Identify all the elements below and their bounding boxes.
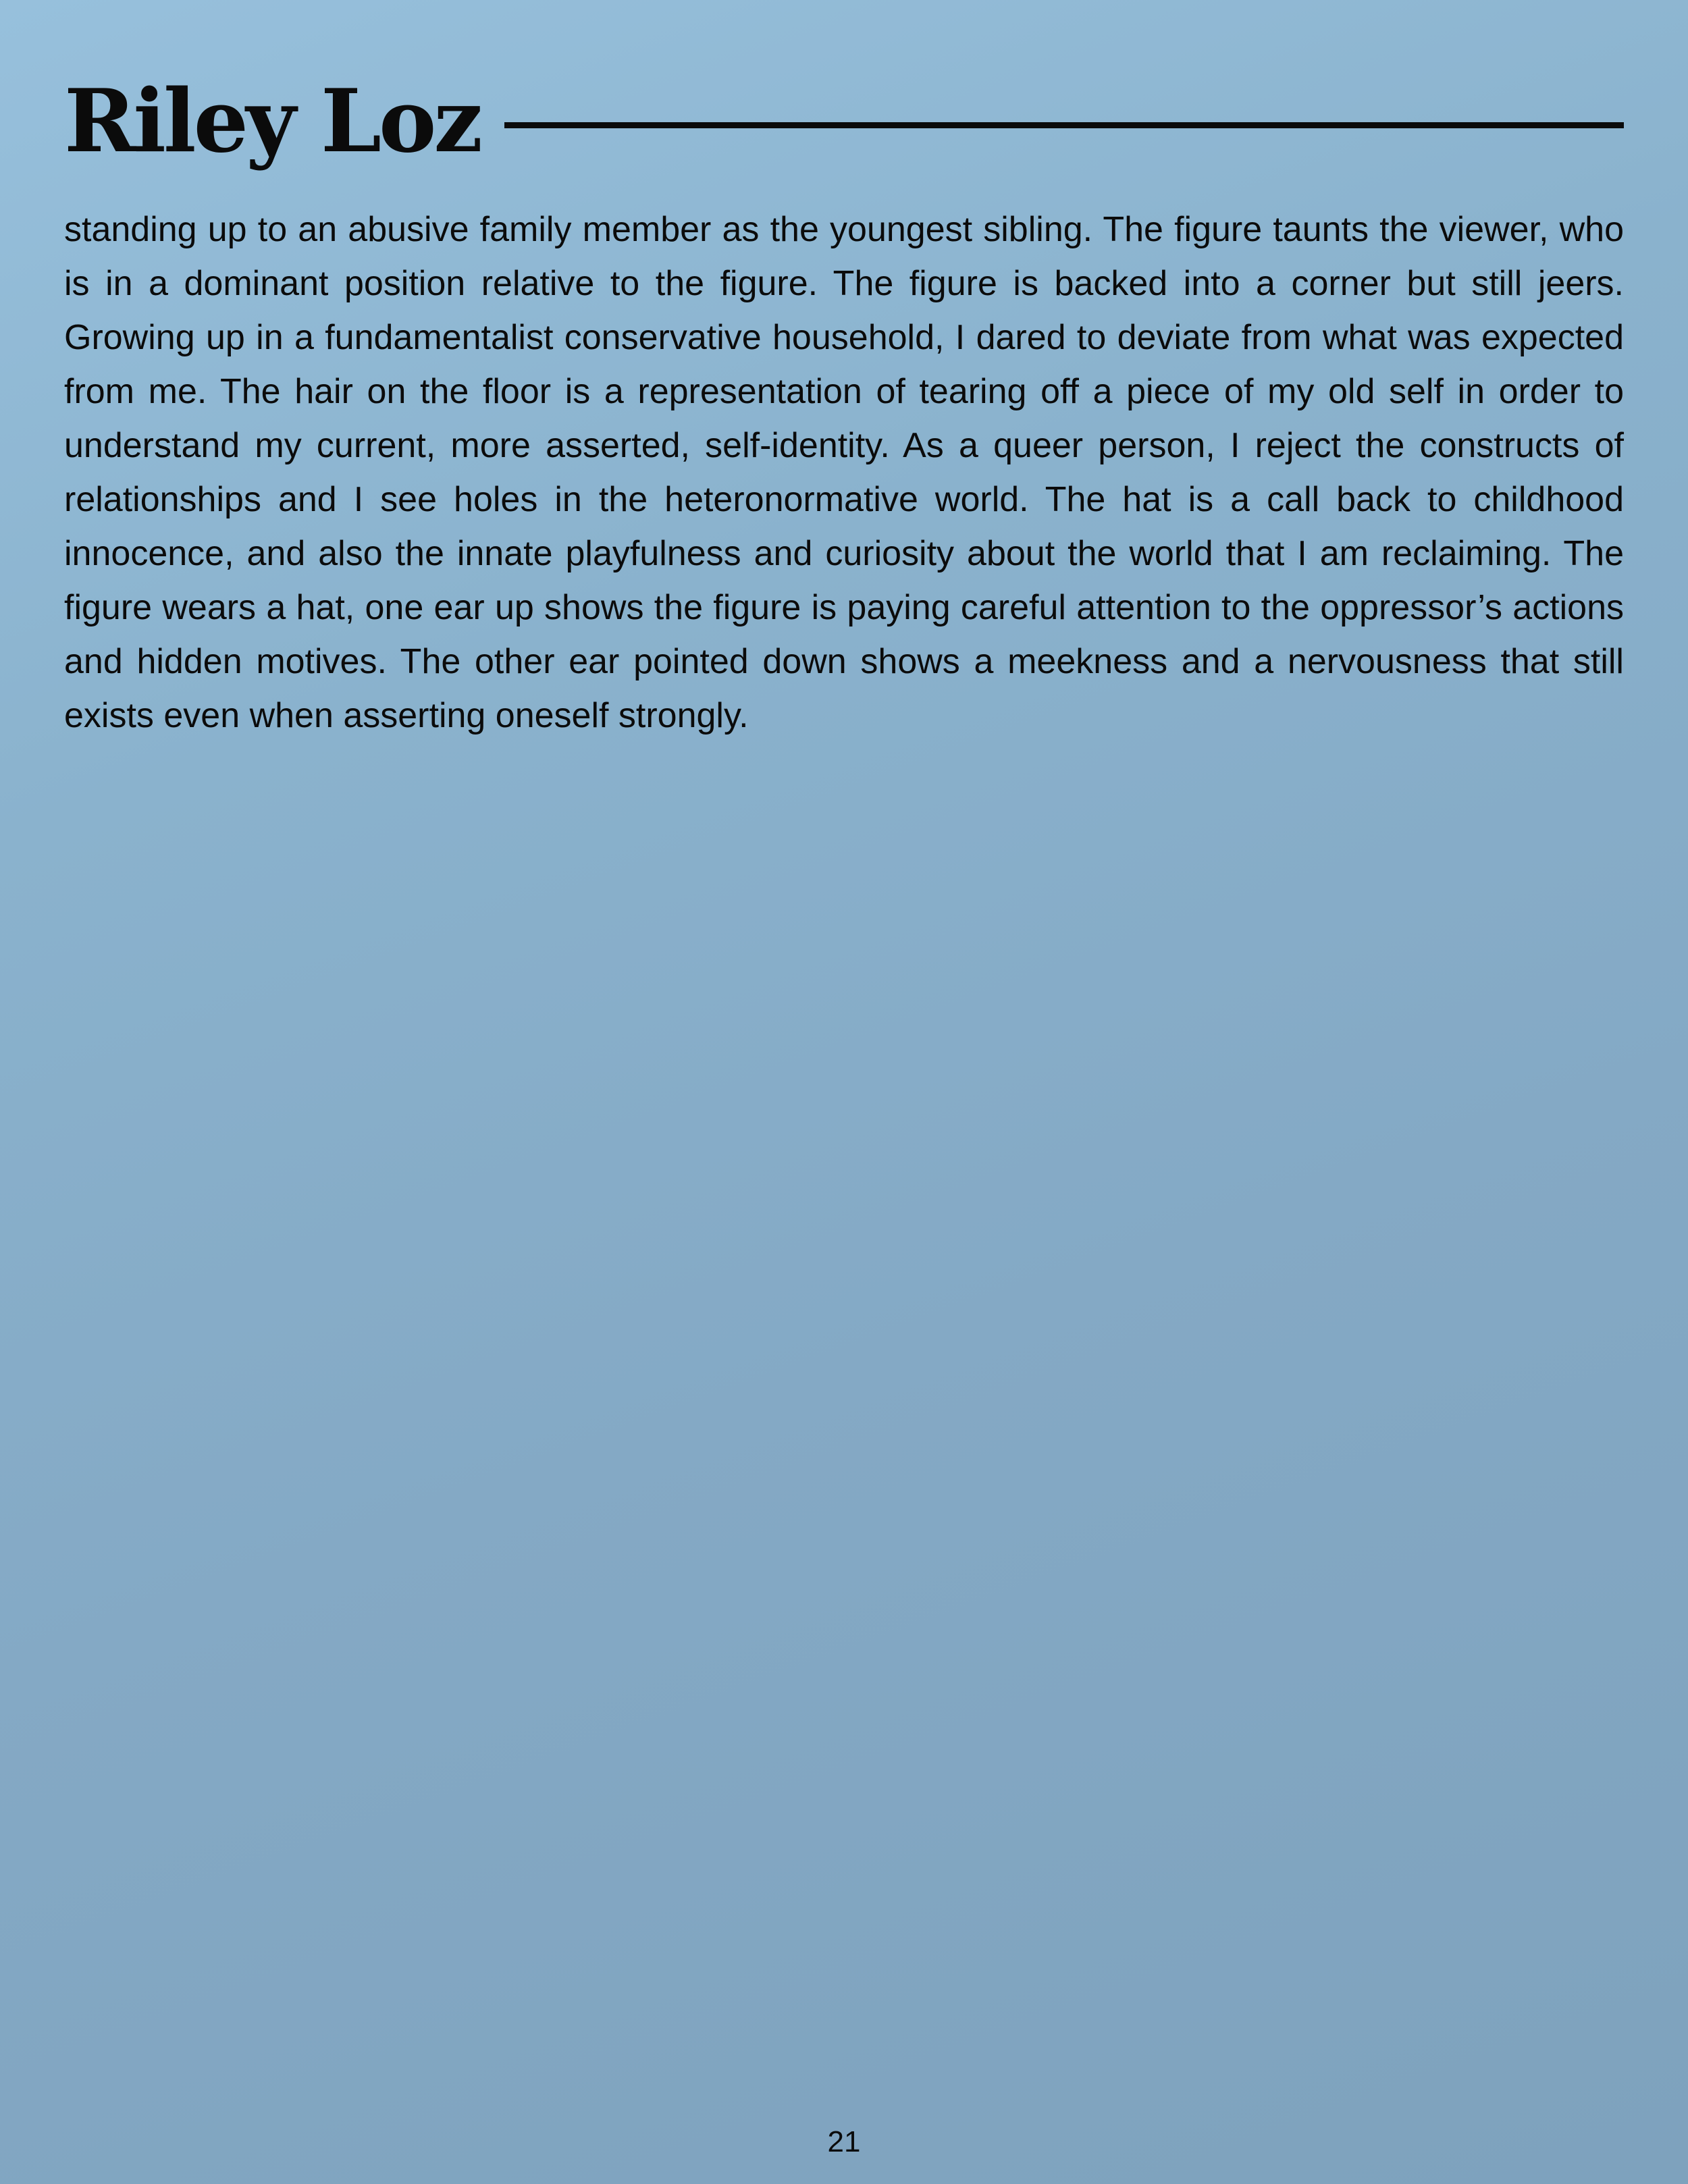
page-number: 21	[827, 2125, 861, 2158]
title-rule	[504, 122, 1624, 128]
body-paragraph: standing up to an abusive family member as the youngest sibling. The figure taunts the viewer, who is in a dominant position relative to the figure. The figure is backed into a corner but still jeers. Growing up in a fundamentalist conservative household, I dared to deviate from what was expected from me. The hair on the floor is a representation of tearing off a piece of my old self in order to understand my current, more asserted, self-identity. As a queer person, I reject the constructs of relationships and I see holes in the heteronormative world. The hat is a call back to childhood innocence, and also the innate playfulness and curiosity about the world that I am reclaiming. The figure wears a hat, one ear up shows the figure is paying careful attention to the oppressor’s actions and hidden motives. The other ear pointed down shows a meekness and a nervousness that still exists even when asserting oneself strongly.	[64, 210, 1624, 735]
author-name: Riley Loz	[64, 71, 481, 172]
page-header	[64, 61, 1624, 182]
